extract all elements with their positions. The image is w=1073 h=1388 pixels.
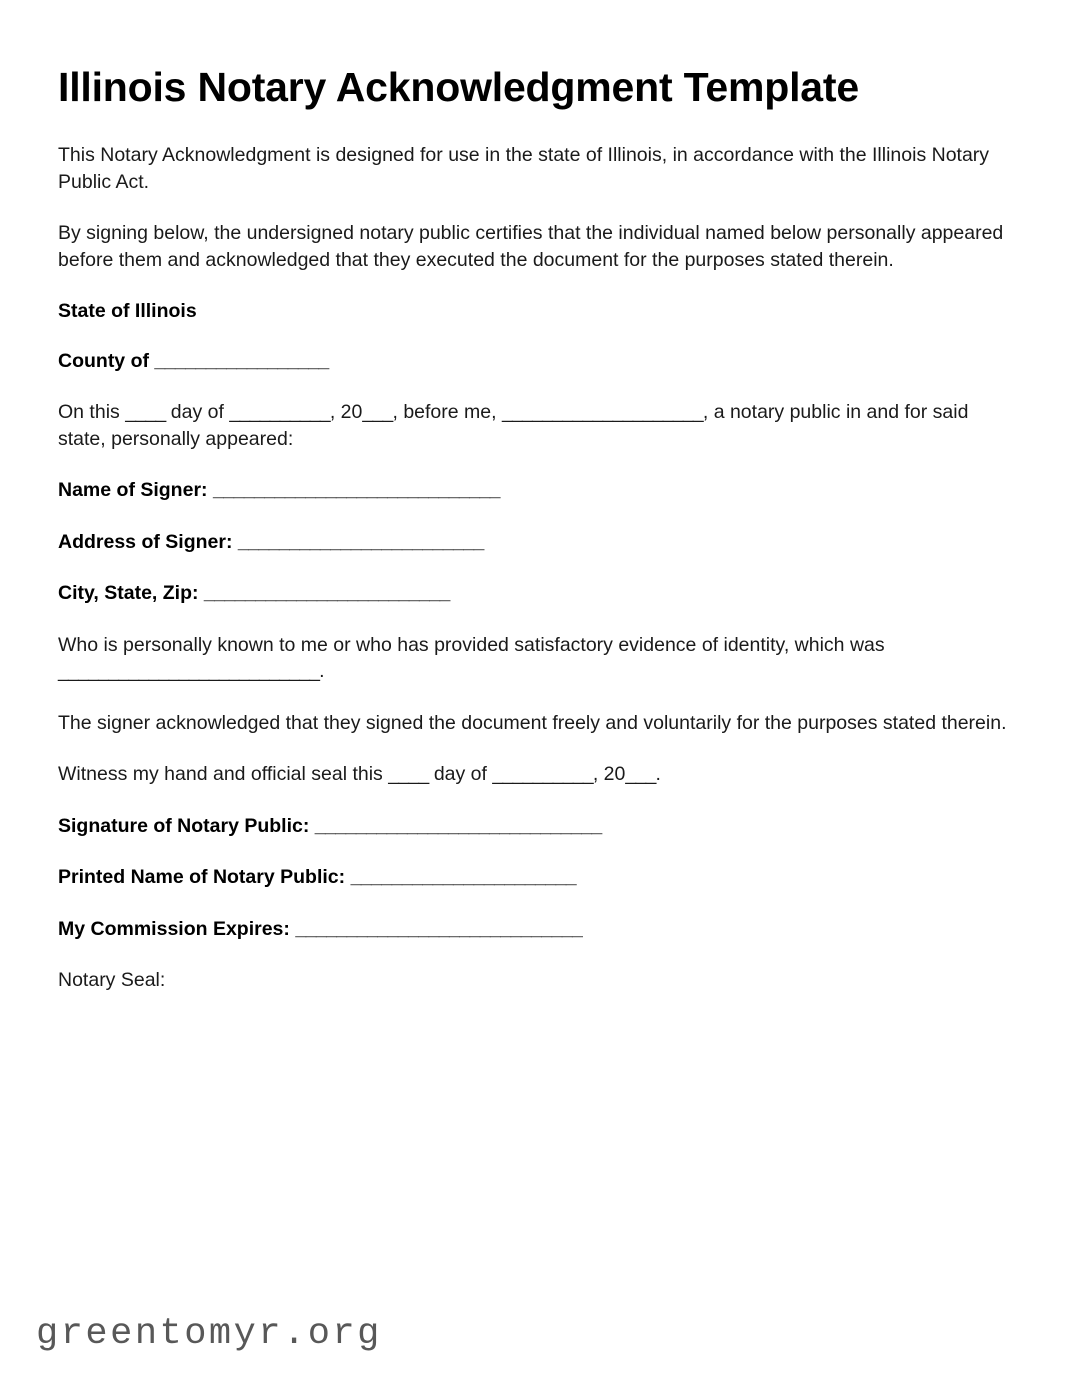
jurat-mid-text-3: , before me, <box>392 401 502 424</box>
jurat-year-blank[interactable]: ___ <box>362 401 393 424</box>
page-title: Illinois Notary Acknowledgment Template <box>58 64 859 110</box>
identity-evidence-blank[interactable]: __________________________ <box>58 660 320 683</box>
witness-month-blank[interactable]: __________ <box>492 763 593 786</box>
commission-expires-field <box>58 916 1016 943</box>
witness-paragraph <box>58 761 1016 788</box>
identity-prefix-text: Who is personally known to me or who has provided satisfactory evidence of identity, which was <box>58 633 885 656</box>
acknowledgment-paragraph: The signer acknowledged that they signed the document freely and voluntarily for the purposes stated therein. <box>58 711 1007 734</box>
commission-expires-label: My Commission Expires: <box>58 917 296 940</box>
jurat-mid-text-2: , 20 <box>329 401 363 424</box>
signature-of-notary-blank[interactable]: ____________________________ <box>314 814 602 837</box>
city-state-zip-label: City, State, Zip: <box>58 582 204 605</box>
address-of-signer-blank[interactable]: ________________________ <box>237 530 484 553</box>
city-state-zip-field <box>58 580 1016 607</box>
name-of-signer-label: Name of Signer: <box>58 479 213 502</box>
witness-prefix-text: Witness my hand and official seal this <box>58 763 389 786</box>
notary-seal-label: Notary Seal: <box>58 969 166 992</box>
intro-paragraph-2: By signing below, the undersigned notary public certifies that the individual named below personally appeared before them and acknowledged that they executed the document for the purposes stated therein. <box>58 222 1004 271</box>
printed-name-of-notary-blank[interactable]: ______________________ <box>350 866 576 889</box>
witness-mid-text-1: day of <box>428 763 493 786</box>
address-of-signer-label: Address of Signer: <box>58 530 238 553</box>
signature-of-notary-field <box>58 813 1016 840</box>
signature-of-notary-label: Signature of Notary Public: <box>58 814 315 837</box>
jurat-mid-text-1: day of <box>165 401 230 424</box>
jurat-prefix-text: On this <box>58 401 126 424</box>
printed-name-of-notary-field <box>58 864 1016 891</box>
county-field-label: County of <box>58 349 155 372</box>
document-content <box>58 62 1016 994</box>
site-watermark: greentomyr.org <box>36 1313 382 1355</box>
jurat-month-blank[interactable]: __________ <box>229 401 330 424</box>
state-heading <box>58 298 1016 325</box>
witness-year-blank[interactable]: ___ <box>625 763 656 786</box>
city-state-zip-blank[interactable]: ________________________ <box>203 582 450 605</box>
witness-day-blank[interactable]: ____ <box>388 763 429 786</box>
jurat-day-blank[interactable]: ____ <box>125 401 166 424</box>
jurat-paragraph <box>58 399 1016 452</box>
jurat-suffix-text: , a notary public in and for said state, personally appeared: <box>58 401 969 450</box>
intro-paragraph-1: This Notary Acknowledgment is designed for use in the state of Illinois, in accordance with the Illinois Notary Public Act. <box>58 144 990 193</box>
county-field <box>58 348 1016 375</box>
identity-suffix-text: . <box>319 660 325 683</box>
name-of-signer-blank[interactable]: ____________________________ <box>212 479 500 502</box>
witness-mid-text-2: , 20 <box>592 763 626 786</box>
commission-expires-blank[interactable]: ____________________________ <box>295 917 583 940</box>
witness-suffix-text: . <box>655 763 661 786</box>
county-field-blank[interactable]: _________________ <box>154 349 329 372</box>
state-heading-label: State of Illinois <box>58 300 197 323</box>
printed-name-of-notary-label: Printed Name of Notary Public: <box>58 866 351 889</box>
name-of-signer-field <box>58 477 1016 504</box>
jurat-notary-name-blank[interactable]: ____________________ <box>501 401 703 424</box>
identity-paragraph <box>58 632 1016 685</box>
address-of-signer-field <box>58 529 1016 556</box>
